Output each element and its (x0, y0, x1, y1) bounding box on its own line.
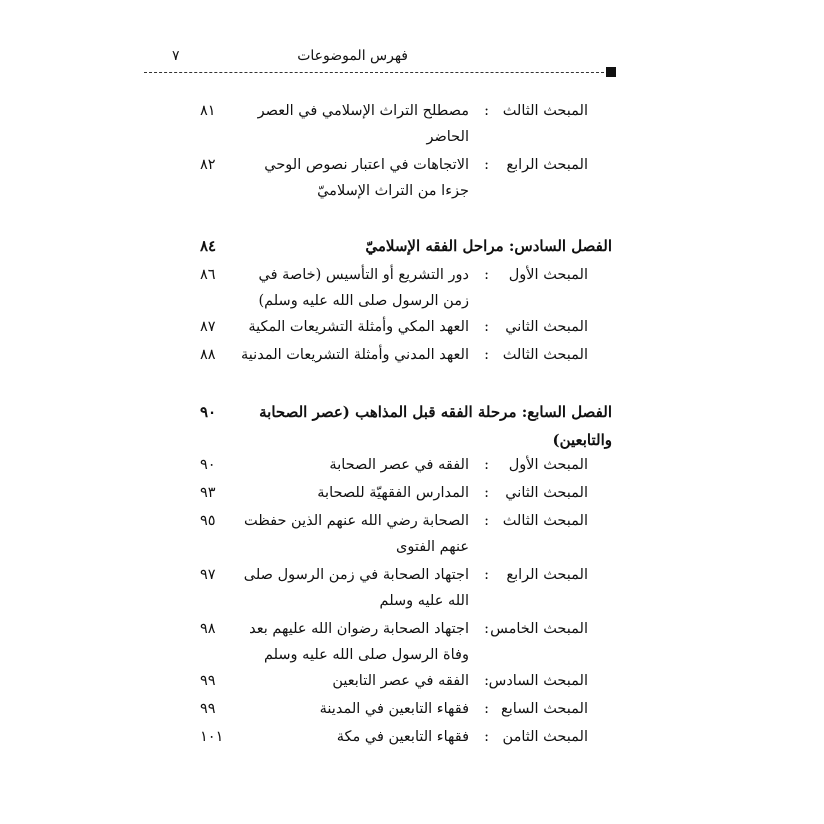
section-label: المبحث الرابع (506, 157, 588, 173)
section-title: دور التشريع أو التأسيس (خاصة في زمن الرسول صلى الله عليه وسلم) (258, 267, 469, 309)
entry-page-number: ٨١ (200, 103, 216, 119)
chapter-page-number: ٩٠ (200, 403, 217, 421)
chapter-title: الفصل السادس: مراحل الفقه الإسلاميّ (365, 237, 612, 255)
section-label: المبحث الثاني (505, 319, 588, 335)
entry-page-number: ٩٨ (200, 621, 216, 637)
entry-page-number: ٩٣ (200, 485, 216, 501)
entry-page-number: ٨٢ (200, 157, 216, 173)
running-title: فهرس الموضوعات (297, 48, 408, 64)
section-label: المبحث السادس (488, 673, 588, 689)
section-label: المبحث الثالث (502, 513, 588, 529)
chapter-title: الفصل السابع: مرحلة الفقه قبل المذاهب (عصر الصحابة والتابعين) (259, 403, 612, 449)
entry-page-number: ٩٠ (200, 457, 216, 473)
separator: : (484, 319, 489, 335)
separator: : (484, 457, 489, 473)
entry-page-number: ٨٧ (200, 319, 216, 335)
separator: : (484, 621, 489, 637)
separator: : (484, 157, 489, 173)
page-number: ٧ (172, 48, 180, 64)
section-label: المبحث الثاني (505, 485, 588, 501)
section-label: المبحث الأول (508, 267, 588, 283)
entry-page-number: ١٠١ (200, 729, 224, 745)
section-label: المبحث الثالث (502, 103, 588, 119)
entry-page-number: ٨٨ (200, 347, 216, 363)
separator: : (484, 729, 489, 745)
separator: : (484, 673, 489, 689)
separator: : (484, 567, 489, 583)
separator: : (484, 347, 489, 363)
section-title: الفقه في عصر الصحابة (329, 457, 469, 473)
section-title: العهد المدني وأمثلة التشريعات المدنية (241, 347, 469, 363)
section-title: الفقه في عصر التابعين (332, 673, 469, 689)
entry-page-number: ٩٧ (200, 567, 216, 583)
entry-page-number: ٩٥ (200, 513, 216, 529)
section-label: المبحث الثامن (502, 729, 588, 745)
section-label: المبحث الأول (508, 457, 588, 473)
section-title: اجتهاد الصحابة رضوان الله عليهم بعد وفاة الرسول صلى الله عليه وسلم (249, 621, 469, 663)
section-title: العهد المكي وأمثلة التشريعات المكية (248, 319, 469, 335)
separator: : (484, 103, 489, 119)
separator: : (484, 267, 489, 283)
separator: : (484, 513, 489, 529)
section-title: الصحابة رضي الله عنهم الذين حفظت عنهم الفتوى (244, 513, 469, 555)
section-title: الاتجاهات في اعتبار نصوص الوحي جزءا من التراث الإسلاميّ (264, 157, 469, 199)
section-title: اجتهاد الصحابة في زمن الرسول صلى الله عليه وسلم (243, 567, 469, 609)
section-title: المدارس الفقهيّة للصحابة (317, 485, 469, 501)
section-title: فقهاء التابعين في مكة (336, 729, 469, 745)
section-label: المبحث السابع (501, 701, 588, 717)
entry-page-number: ٩٩ (200, 673, 216, 689)
entry-page-number: ٨٦ (200, 267, 216, 283)
section-label: المبحث الثالث (502, 347, 588, 363)
section-label: المبحث الخامس (490, 621, 588, 637)
chapter-page-number: ٨٤ (200, 237, 217, 255)
separator: : (484, 701, 489, 717)
section-title: فقهاء التابعين في المدينة (319, 701, 469, 717)
section-label: المبحث الرابع (506, 567, 588, 583)
section-title: مصطلح التراث الإسلامي في العصر الحاضر (257, 103, 469, 145)
entry-page-number: ٩٩ (200, 701, 216, 717)
separator: : (484, 485, 489, 501)
